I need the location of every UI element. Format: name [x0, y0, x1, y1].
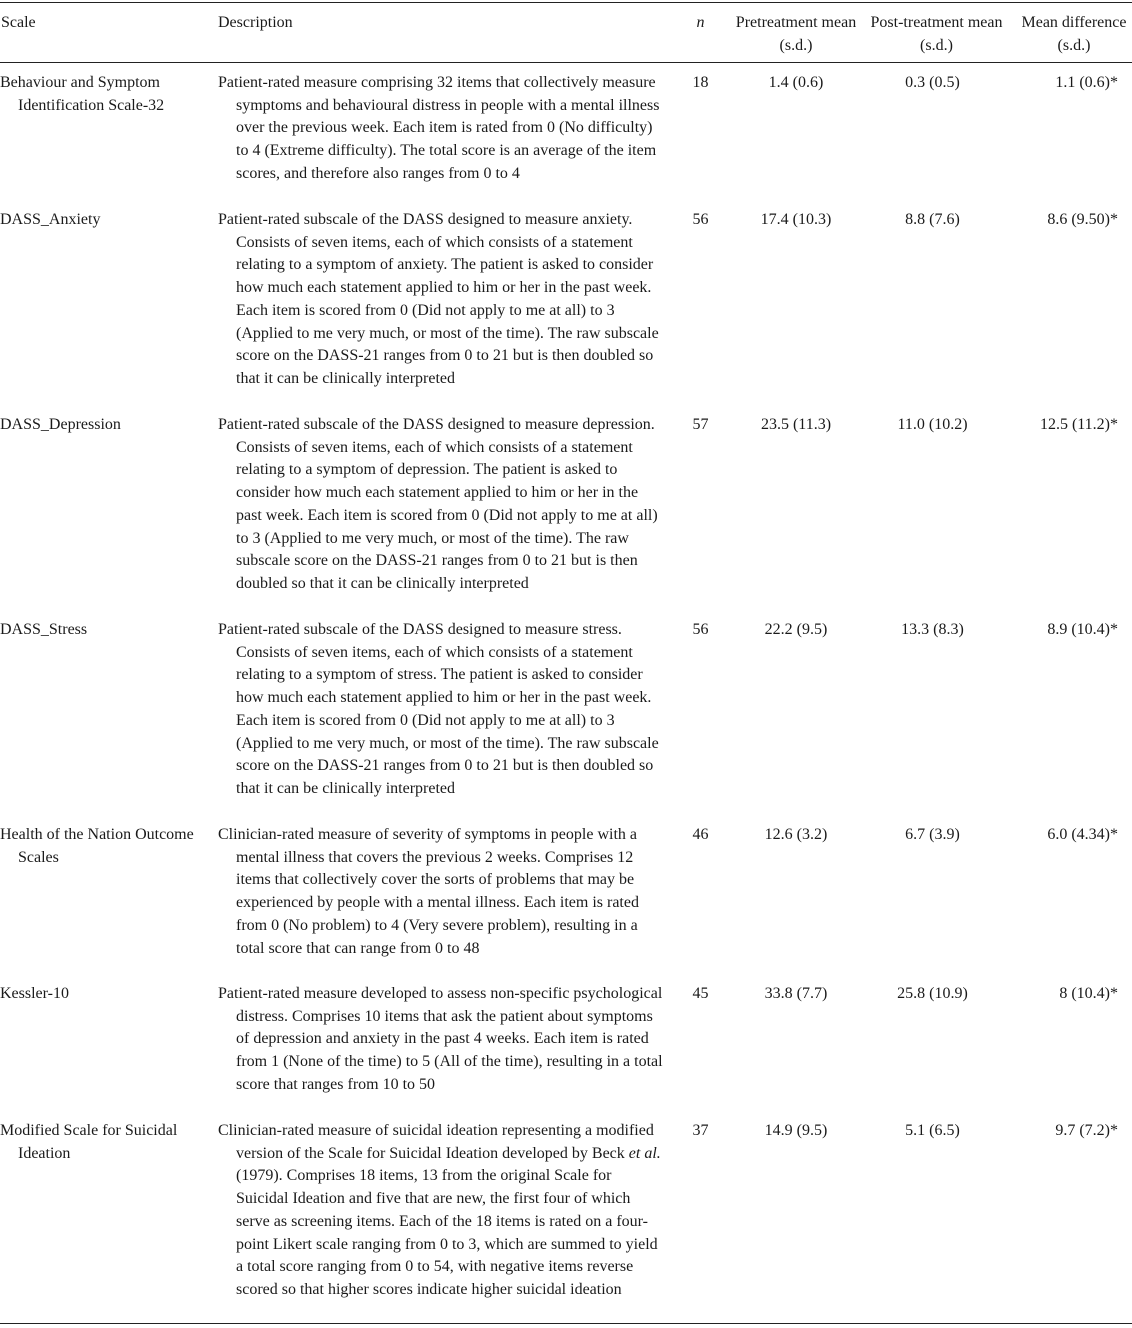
row-posttreatment: 13.3 (8.3): [901, 621, 964, 638]
row-pretreatment: 33.8 (7.7): [764, 985, 828, 1002]
table-row: [0, 823, 1132, 982]
table-row: [0, 982, 1132, 1119]
header-pretreatment: Pretreatment mean (s.d.): [735, 14, 857, 54]
row-posttreatment: 6.7 (3.9): [905, 826, 960, 843]
row-mean-difference: 12.5 (11.2)*: [1039, 416, 1118, 433]
header-posttreatment: Post-treatment mean (s.d.): [870, 14, 1003, 54]
header-n: n: [696, 14, 705, 31]
row-n: 46: [692, 826, 709, 843]
row-pretreatment: 1.4 (0.6): [768, 74, 824, 91]
row-pretreatment: 22.2 (9.5): [764, 621, 828, 638]
row-pretreatment: 23.5 (11.3): [760, 416, 832, 433]
row-description-part-2: (1979). Comprises 18 items, 13 from the original Scale for Suicidal Ideation and five that are new, the first four of which serve as screening items. Each of the 18 items is rated on a four-point Likert scale ranging from 0 to 3, which are summed to yield a total score ranging from 0 to 54, with negative items reverse scored so that higher scores indicate higher suicidal ideation: [236, 1167, 658, 1298]
outcome-measures-table: [0, 2, 1132, 1324]
row-scale: DASS_Anxiety: [0, 211, 101, 228]
table-row: [0, 413, 1132, 618]
row-mean-difference: 1.1 (0.6)*: [1055, 74, 1118, 91]
table-row: [0, 618, 1132, 823]
row-scale: Modified Scale for Suicidal Ideation: [0, 1122, 178, 1162]
header-description: Description: [218, 14, 293, 31]
row-scale: DASS_Depression: [0, 416, 121, 433]
row-description: Patient-rated measure developed to assess non-specific psychological distress. Comprises 10 items that ask the patient about symptoms of depression and anxiety in the past 4 weeks. Each item is rated from 1 (None of the time) to 5 (All of the time), resulting in a total score that ranges from 10 to 50: [218, 985, 663, 1093]
row-n: 45: [692, 985, 709, 1002]
row-description: [218, 1120, 668, 1302]
row-scale: DASS_Stress: [0, 621, 88, 638]
row-mean-difference: 9.7 (7.2)*: [1055, 1122, 1118, 1139]
table-row: [0, 71, 1132, 208]
row-description: Clinician-rated measure of severity of symptoms in people with a mental illness that covers the previous 2 weeks. Comprises 12 items that collectively cover the sorts of problems that may be experienced by people with a mental illness. Each item is rated from 0 (No problem) to 4 (Very severe problem), resulting in a total score that can range from 0 to 48: [218, 826, 639, 957]
table-row: [0, 208, 1132, 413]
row-scale: Health of the Nation Outcome Scales: [0, 826, 194, 866]
table-body: [0, 63, 1132, 1323]
table-bottom-rule: [0, 1323, 1132, 1324]
row-pretreatment: 14.9 (9.5): [764, 1122, 828, 1139]
row-posttreatment: 0.3 (0.5): [905, 74, 960, 91]
row-posttreatment: 25.8 (10.9): [897, 985, 968, 1002]
row-n: 18: [692, 74, 709, 91]
row-description-citation-etal: et al.: [628, 1144, 661, 1162]
row-mean-difference: 8 (10.4)*: [1059, 985, 1118, 1002]
row-n: 57: [692, 416, 709, 433]
table-header-row: [0, 3, 1132, 62]
row-description-part-1: Clinician-rated measure of suicidal ideation representing a modified version of the Scale for Suicidal Ideation developed by Beck: [218, 1122, 654, 1162]
row-pretreatment: 12.6 (3.2): [764, 826, 828, 843]
row-mean-difference: 8.6 (9.50)*: [1047, 211, 1118, 228]
row-posttreatment: 8.8 (7.6): [905, 211, 960, 228]
row-description: Patient-rated measure comprising 32 items that collectively measure symptoms and behavioural distress in people with a mental illness over the previous week. Each item is rated from 0 (No difficulty) to 4 (Extreme difficulty). The total score is an average of the item scores, and therefore also ranges from 0 to 4: [218, 74, 660, 182]
table-row: [0, 1119, 1132, 1323]
row-pretreatment: 17.4 (10.3): [760, 211, 832, 228]
row-description: Patient-rated subscale of the DASS designed to measure stress. Consists of seven items, each of which consists of a statement relating to a symptom of stress. The patient is asked to consider how much each statement applied to him or her in the past week. Each item is scored from 0 (Did not apply to me at all) to 3 (Applied to me very much, or most of the time). The raw subscale score on the DASS-21 ranges from 0 to 21 but is then doubled so that it can be clinically interpreted: [218, 621, 659, 797]
header-mean-difference: Mean difference (s.d.): [1021, 14, 1127, 54]
row-n: 56: [692, 211, 709, 228]
row-mean-difference: 8.9 (10.4)*: [1047, 621, 1118, 638]
row-scale: Kessler-10: [0, 985, 69, 1002]
row-posttreatment: 11.0 (10.2): [897, 416, 968, 433]
row-mean-difference: 6.0 (4.34)*: [1047, 826, 1118, 843]
row-scale: Behaviour and Symptom Identification Scale-32: [0, 74, 165, 114]
row-n: 37: [692, 1122, 709, 1139]
row-description: Patient-rated subscale of the DASS designed to measure depression. Consists of seven items, each of which consists of a statement relating to a symptom of depression. The patient is asked to consider how much each statement applied to him or her in the past week. Each item is scored from 0 (Did not apply to me at all) to 3 (Applied to me very much, or most of the time). The raw subscale score on the DASS-21 ranges from 0 to 21 but is then doubled so that it can be clinically interpreted: [218, 416, 658, 592]
row-posttreatment: 5.1 (6.5): [905, 1122, 960, 1139]
row-description: Patient-rated subscale of the DASS designed to measure anxiety. Consists of seven items, each of which consists of a statement relating to a symptom of anxiety. The patient is asked to consider how much each statement applied to him or her in the past week. Each item is scored from 0 (Did not apply to me at all) to 3 (Applied to me very much, or most of the time). The raw subscale score on the DASS-21 ranges from 0 to 21 but is then doubled so that it can be clinically interpreted: [218, 211, 659, 387]
row-n: 56: [692, 621, 709, 638]
header-scale: Scale: [1, 14, 36, 31]
